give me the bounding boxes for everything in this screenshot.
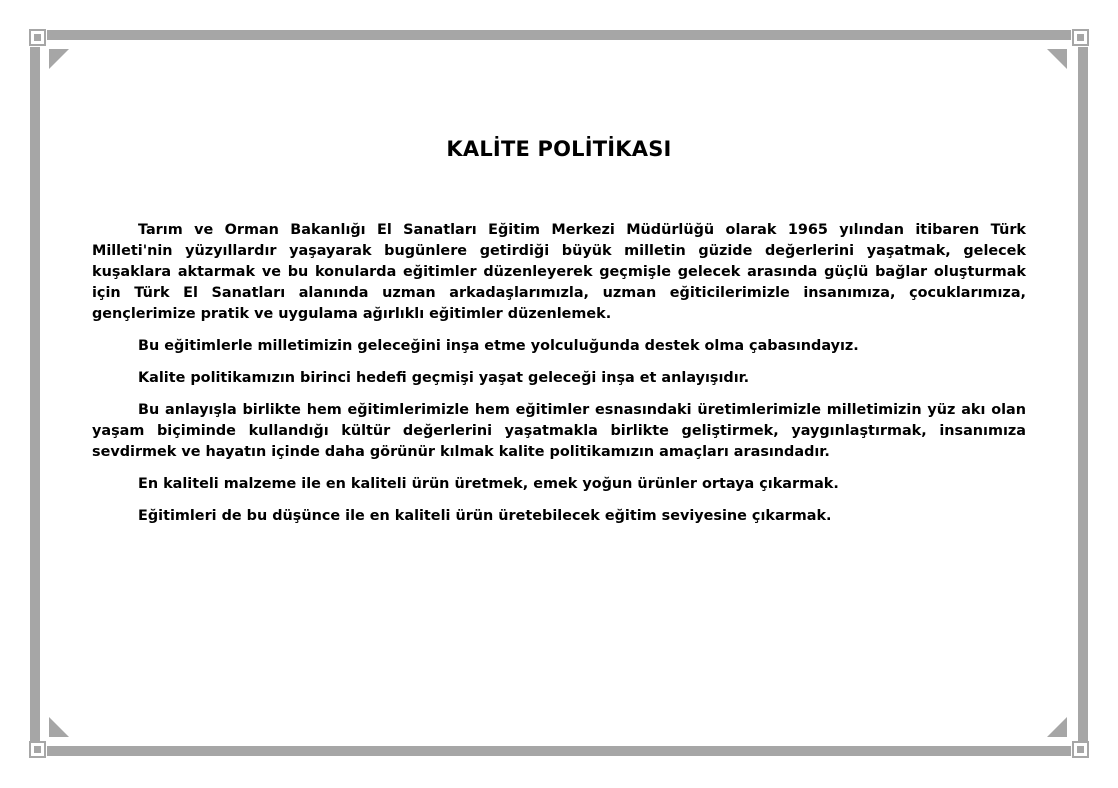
page-title: KALİTE POLİTİKASI (446, 137, 672, 161)
frame-corner-bottom-left (29, 741, 46, 758)
corner-triangle-top-right-icon (1047, 49, 1067, 69)
frame-corner-bottom-right (1072, 741, 1089, 758)
document-body (92, 220, 1026, 538)
frame-corner-top-left (29, 29, 46, 46)
paragraph-understanding: Bu anlayışla birlikte hem eğitimlerimizle hem eğitimler esnasındaki üretimlerimizle milletimizin yüz akı olan yaşam biçiminde kullandığı kültür değerlerini yaşatmakla birlikte geliştirmek, yaygınlaştırmak, insanımıza sevdirmek ve hayatın içinde daha görünür kılmak kalite politikamızın amaçları arasındadır. (92, 402, 1026, 460)
frame-bottom-border (47, 746, 1071, 756)
paragraph-training-level: Eğitimleri de bu düşünce ile en kaliteli ürün üretebilecek eğitim seviyesine çıkarmak. (138, 508, 832, 524)
frame-corner-top-right (1072, 29, 1089, 46)
paragraph-support: Bu eğitimlerle milletimizin geleceğini inşa etme yolculuğunda destek olma çabasındayız. (138, 338, 859, 354)
paragraph-intro: Tarım ve Orman Bakanlığı El Sanatları Eğitim Merkezi Müdürlüğü olarak 1965 yılından itibaren Türk Milleti'nin yüzyıllardır yaşayarak bugünlere getirdiği büyük milletin güzide değerlerini yaşatmak, gelecek kuşaklara aktarmak ve bu konularda eğitimler düzenleyerek geçmişle gelecek arasında güçlü bağlar oluşturmak için Türk El Sanatları alanında uzman arkadaşlarımızla, uzman eğiticilerimizle insanımıza, çocuklarımıza, gençlerimize pratik ve uygulama ağırlıklı eğitimler düzenlemek. (92, 222, 1026, 322)
paragraph-first-goal: Kalite politikamızın birinci hedefi geçmişi yaşat geleceği inşa et anlayışıdır. (138, 370, 750, 386)
paragraph-quality-materials: En kaliteli malzeme ile en kaliteli ürün üretmek, emek yoğun ürünler ortaya çıkarmak. (138, 476, 839, 492)
corner-triangle-bottom-right-icon (1047, 717, 1067, 737)
frame-top-border (47, 30, 1071, 40)
corner-triangle-bottom-left-icon (49, 717, 69, 737)
corner-triangle-top-left-icon (49, 49, 69, 69)
